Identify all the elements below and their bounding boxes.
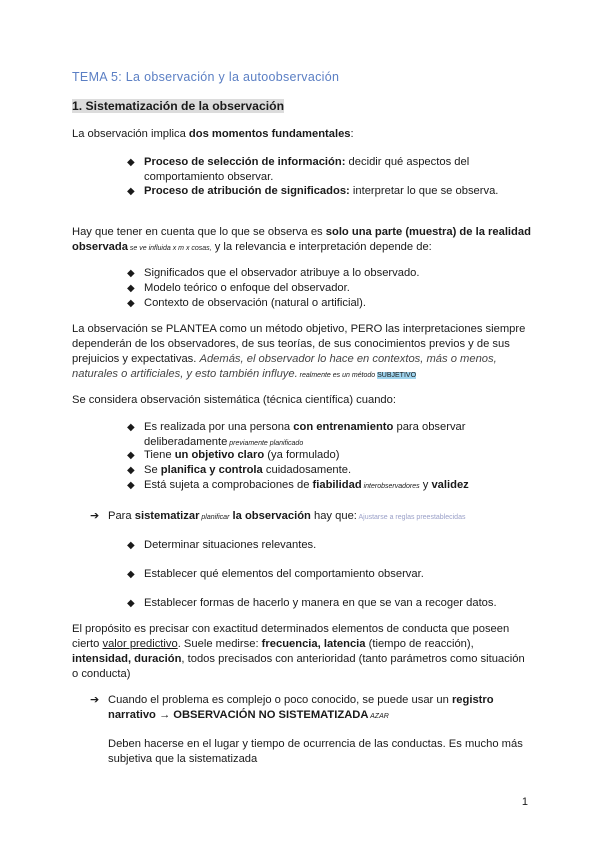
diamond-bullet-icon: ◆ xyxy=(127,569,135,580)
list-item: Tiene un objetivo claro (ya formulado) xyxy=(144,449,340,461)
diamond-bullet-icon: ◆ xyxy=(127,186,135,197)
diamond-bullet-icon: ◆ xyxy=(127,480,135,491)
list-item: Se planifica y controla cuidadosamente. xyxy=(144,464,352,476)
list-item: Determinar situaciones relevantes. xyxy=(144,539,317,551)
list-item: Contexto de observación (natural o artificial). xyxy=(144,297,366,309)
diamond-bullet-icon: ◆ xyxy=(127,540,135,551)
intro-paragraph: La observación implica dos momentos fundamentales: xyxy=(72,128,354,140)
arrow-bullet-icon: ➔ xyxy=(90,510,100,522)
list-item: Proceso de selección de información: decidir qué aspectos del comportamiento observar. xyxy=(144,156,470,183)
list-item: Establecer formas de hacerlo y manera en que se van a recoger datos. xyxy=(144,597,497,609)
list-item: Es realizada por una persona con entrenamiento para observar deliberadamente previamente planificado xyxy=(144,421,466,448)
list-item: Para sistematizar planificar la observación hay que: Ajustarse a reglas preestablecidas xyxy=(108,510,466,522)
diamond-bullet-icon: ◆ xyxy=(127,422,135,433)
list-item: Establecer qué elementos del comportamiento observar. xyxy=(144,568,424,580)
paragraph: Hay que tener en cuenta que lo que se observa es solo una parte (muestra) de la realidad observada se ve influida x m x cosas, y la relevancia e interpretación depende de: xyxy=(72,226,531,253)
paragraph: Se considera observación sistemática (técnica científica) cuando: xyxy=(72,394,396,406)
diamond-bullet-icon: ◆ xyxy=(127,157,135,168)
page-number: 1 xyxy=(521,796,528,808)
list-item: Está sujeta a comprobaciones de fiabilidad interobservadores y validez xyxy=(144,479,469,491)
section-heading: 1. Sistematización de la observación xyxy=(72,99,285,113)
list-item: Modelo teórico o enfoque del observador. xyxy=(144,282,350,294)
paragraph: Deben hacerse en el lugar y tiempo de ocurrencia de las conductas. Es mucho más subjetiva que la sistematizada xyxy=(108,738,523,765)
highlight-label: SUBJETIVO xyxy=(377,372,417,379)
paragraph: La observación se PLANTEA como un método objetivo, PERO las interpretaciones siempre dependerán de los observadores, de sus teorías, de sus conocimientos previos y de sus prejuicios y expectativas. Además, el observador lo hace en contextos, más o menos, naturales o artificiales, y esto también influye. realmente es un método SUBJETIVO xyxy=(72,323,526,380)
diamond-bullet-icon: ◆ xyxy=(127,268,135,279)
list-item: Cuando el problema es complejo o poco conocido, se puede usar un registro narrativo → OBSERVACIÓN NO SISTEMATIZADA AZAR xyxy=(108,694,494,721)
diamond-bullet-icon: ◆ xyxy=(127,450,135,461)
diamond-bullet-icon: ◆ xyxy=(127,598,135,609)
paragraph: El propósito es precisar con exactitud determinados elementos de conducta que poseen cierto valor predictivo. Suele medirse: frecuencia, latencia (tiempo de reacción), intensidad, duración, todos precisados con anterioridad (tanto parámetros como situación o conducta) xyxy=(72,623,525,680)
list-item: Proceso de atribución de significados: interpretar lo que se observa. xyxy=(144,185,499,197)
arrow-bullet-icon: ➔ xyxy=(90,694,100,706)
diamond-bullet-icon: ◆ xyxy=(127,298,135,309)
list-item: Significados que el observador atribuye a lo observado. xyxy=(144,267,420,279)
diamond-bullet-icon: ◆ xyxy=(127,283,135,294)
diamond-bullet-icon: ◆ xyxy=(127,465,135,476)
document-title: TEMA 5: La observación y la autoobservación xyxy=(72,70,340,84)
